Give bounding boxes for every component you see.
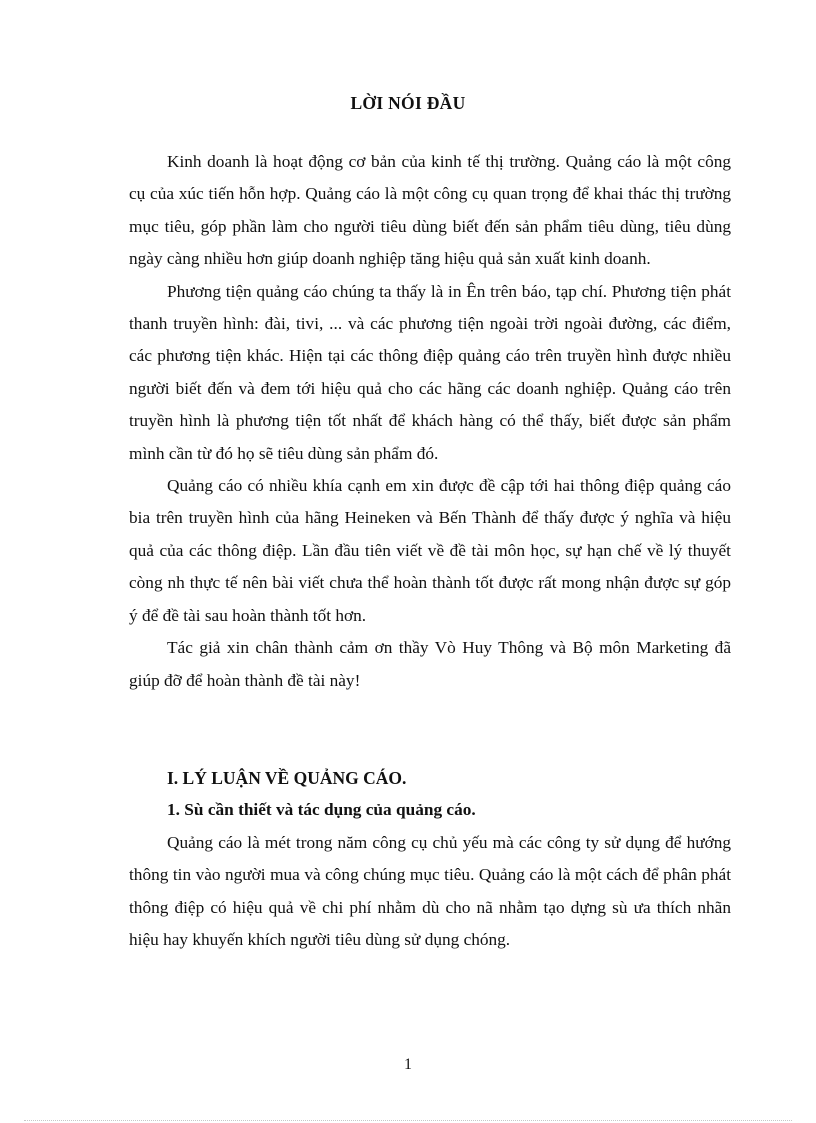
section-heading: I. LÝ LUẬN VỀ QUẢNG CÁO.: [167, 767, 407, 788]
section-paragraph: Quảng cáo là mét trong năm công cụ chủ yếu mà các công ty sử dụng để hướng thông tin vào người mua và công chúng mục tiêu. Quảng cáo là một cách để phân phát thông điệp có hiệu quả về chi phí nhằm dù cho nã nhằm tạo dựng sù ưa thích nhãn hiệu hay khuyến khích người tiêu dùng sử dụng chóng.: [129, 832, 731, 949]
document-body: [129, 146, 731, 956]
page-number: 1: [404, 1056, 412, 1073]
intro-paragraph-1: Kinh doanh là hoạt động cơ bản của kinh tế thị trường. Quảng cáo là một công cụ của xúc tiến hỗn hợp. Quảng cáo là một công cụ quan trọng để khai thác thị trường mục tiêu, góp phần làm cho người tiêu dùng biết đến sản phẩm tiêu dùng, tiêu dùng ngày càng nhiều hơn giúp doanh nghiệp tăng hiệu quả sản xuất kinh doanh.: [129, 152, 731, 269]
subsection-heading: 1. Sù cần thiết và tác dụng của quảng cáo.: [167, 800, 476, 820]
intro-paragraph-4: Tác giả xin chân thành cảm ơn thầy Vò Huy Thông và Bộ môn Marketing đã giúp đỡ để hoàn thành đề tài này!: [129, 638, 731, 690]
document-title: LỜI NÓI ĐẦU: [350, 93, 466, 113]
page-bottom-divider: [24, 1120, 792, 1121]
intro-paragraph-3: Quảng cáo có nhiều khía cạnh em xin được đề cập tới hai thông điệp quảng cáo bia trên truyền hình của hãng Heineken và Bến Thành để thấy được ý nghĩa và hiệu quả của các thông điệp. Lần đầu tiên viết về đề tài môn học, sự hạn chế về lý thuyết còng nh thực tế nên bài viết chưa thể hoàn thành tốt được rất mong nhận được sự góp ý để đề tài sau hoàn thành tốt hơn.: [129, 476, 731, 625]
intro-paragraph-2: Phương tiện quảng cáo chúng ta thấy là in Ên trên báo, tạp chí. Phương tiện phát thanh truyền hình: đài, tivi, ... và các phương tiện ngoài trời ngoài đường, các điểm, các phương tiện khác. Hiện tại các thông điệp quảng cáo trên truyền hình được nhiều người biết đến và đem tới hiệu quả cho các hãng các doanh nghiệp. Quảng cáo trên truyền hình là phương tiện tốt nhất để khách hàng có thể thấy, biết được sản phẩm mình cần từ đó họ sẽ tiêu dùng sản phẩm đó.: [129, 281, 731, 463]
section-spacer: [129, 697, 731, 762]
